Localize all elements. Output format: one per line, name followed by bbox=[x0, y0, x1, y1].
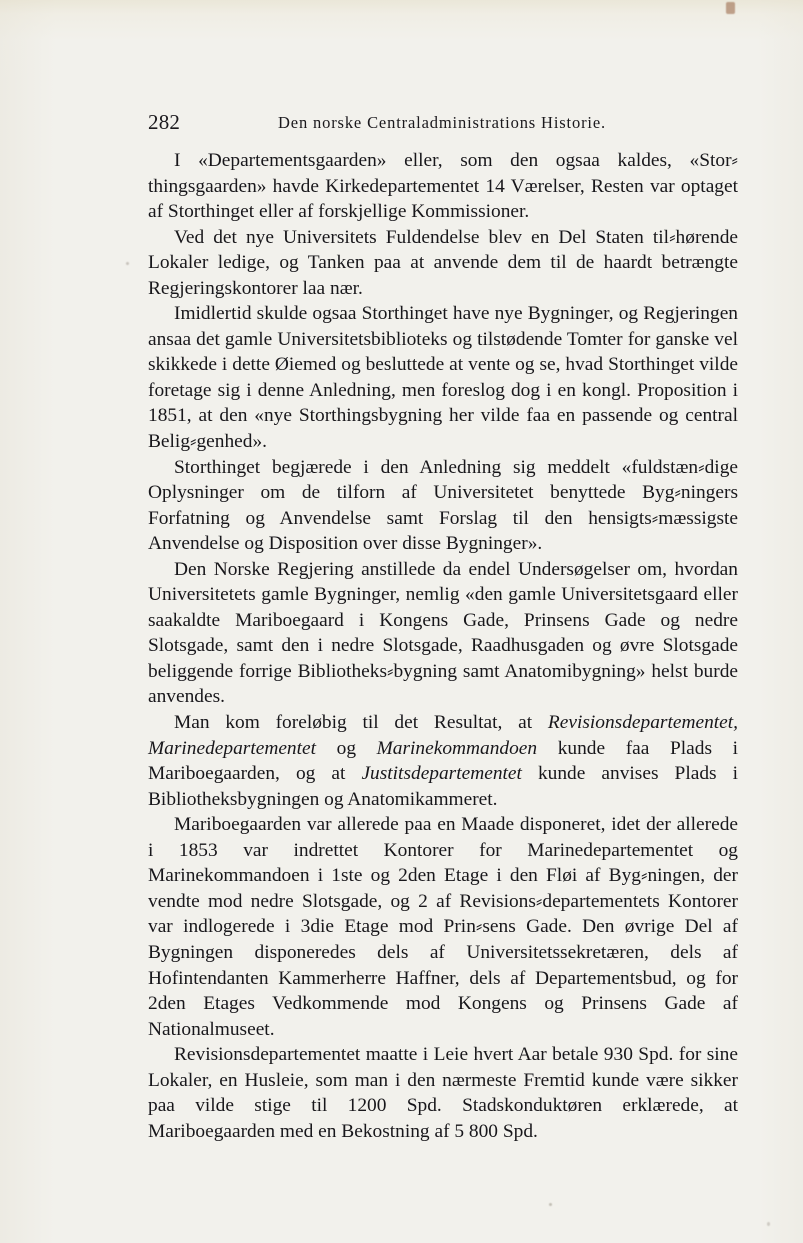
paragraph: Imidlertid skulde ogsaa Storthinget have nye Bygninger, og Regjeringen ansaa det gamle Universitetsbiblioteks og tilstødende Tomter for ganske vel skikkede i dette Øiemed og besluttede at vente og se, hvad Storthinget vilde foretage sig i denne Anledning, men foreslog dog i en kongl. Proposition i 1851, at den «nye Storthingsbygning her vilde faa en passende og central Belig⸗genhed». bbox=[148, 303, 738, 453]
scan-speck-icon bbox=[126, 262, 129, 265]
body-text bbox=[148, 148, 738, 1144]
paragraph: Revisionsdepartementet maatte i Leie hvert Aar betale 930 Spd. for sine Lokaler, en Husleie, som man i den nærmeste Fremtid kunde være sikker paa vilde stige til 1200 Spd. Stadskonduktøren erklærede, at Mariboegaarden med en Bekostning af 5 800 Spd. bbox=[148, 1044, 738, 1142]
page-number: 282 bbox=[148, 110, 181, 134]
double-oblique-hyphen-icon: ⸗ bbox=[475, 916, 483, 938]
double-oblique-hyphen-icon: ⸗ bbox=[190, 431, 197, 453]
scan-speck-icon bbox=[767, 1222, 770, 1226]
double-oblique-hyphen-icon: ⸗ bbox=[731, 150, 738, 171]
paragraph: I «Departementsgaarden» eller, som den ogsaa kaldes, «Stor⸗thingsgaarden» havde Kirkedepartementet 14 Værelser, Resten var optaget af Storthinget eller af forskjellige Kommissioner. bbox=[148, 150, 738, 223]
running-head bbox=[148, 109, 738, 135]
running-title: Den norske Centraladministrations Historie. bbox=[278, 113, 606, 132]
double-oblique-hyphen-icon: ⸗ bbox=[640, 865, 648, 887]
scan-speck-icon bbox=[549, 1203, 552, 1206]
double-oblique-hyphen-icon: ⸗ bbox=[535, 890, 543, 912]
paragraph: Den Norske Regjering anstillede da endel Undersøgelser om, hvordan Universitetets gamle Bygninger, nemlig «den gamle Universitetsgaard eller saakaldte Mariboegaard i Kongens Gade, Prinsens Gade og nedre Slotsgade, samt den i nedre Slotsgade, Raadhusgaden og øvre Slotsgade beliggende forrige Bibliotheks⸗bygning samt Anatomibygning» helst burde anvendes. bbox=[148, 558, 738, 708]
double-oblique-hyphen-icon: ⸗ bbox=[387, 660, 394, 682]
double-oblique-hyphen-icon: ⸗ bbox=[674, 482, 681, 504]
scan-speck-icon bbox=[726, 2, 735, 14]
double-oblique-hyphen-icon: ⸗ bbox=[651, 507, 659, 529]
paragraph: Storthinget begjærede i den Anledning sig meddelt «fuldstæn⸗dige Oplysninger om de tilforn af Universitetet benyttede Byg⸗ningers Forfatning og Anvendelse samt Forslag til den hensigts⸗mæssigste Anvendelse og Disposition over disse Bygninger». bbox=[148, 456, 738, 555]
paragraph: Mariboegaarden var allerede paa en Maade disponeret, idet der allerede i 1853 var indrettet Kontorer for Marinedepartementet og Marinekommandoen i 1ste og 2den Etage i den Fløi af Byg⸗ningen, der vendte mod nedre Slotsgade, og 2 af Revisions⸗departementets Kontorer var indlogerede i 3die Etage mod Prin⸗sens Gade. Den øvrige Del af Bygningen disponeredes dels af Universitetssekretæren, dels af Hofintendanten Kammerherre Haffner, dels af Departementsbud, og for 2den Etages Vedkommende mod Kongens og Prinsens Gade af Nationalmuseet. bbox=[148, 814, 738, 1040]
paragraph: Man kom foreløbig til det Resultat, at Revisionsdepartementet, Marinedepartementet og Marinekommandoen kunde faa Plads i Mariboegaarden, og at Justitsdepartementet kunde anvises Plads i Bibliotheksbygningen og Anatomikammeret. bbox=[148, 712, 738, 810]
double-oblique-hyphen-icon: ⸗ bbox=[669, 226, 676, 248]
paragraph: Ved det nye Universitets Fuldendelse blev en Del Staten til⸗hørende Lokaler ledige, og Tanken paa at anvende dem til de haardt betrængte Regjeringskontorer laa nær. bbox=[148, 226, 738, 299]
double-oblique-hyphen-icon: ⸗ bbox=[698, 456, 705, 478]
